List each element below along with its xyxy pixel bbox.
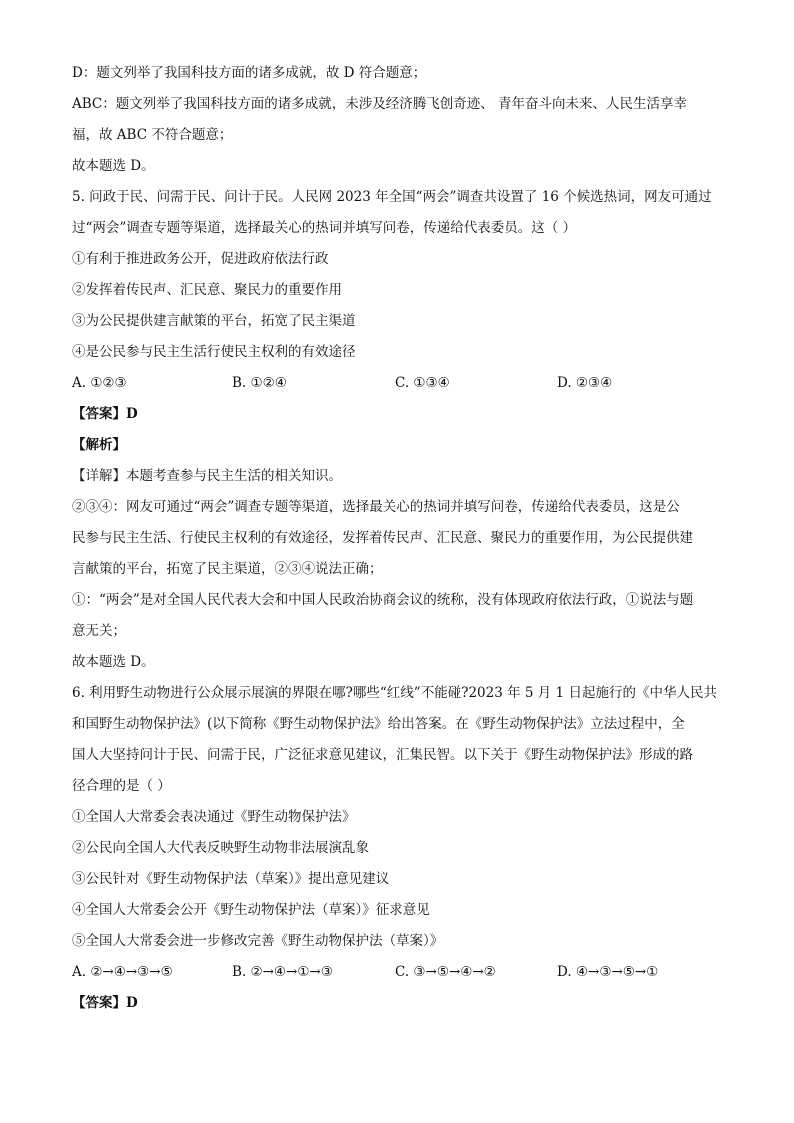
- q5-explanation-3: 言献策的平台，拓宽了民主渠道，②③④说法正确；: [72, 561, 383, 577]
- q4-option-abc-explanation: ABC：题文列举了我国科技方面的诸多成就，未涉及经济腾飞创奇迹、 青年奋斗向未来、人民生活享幸: [72, 96, 688, 112]
- q6-item-2: ②公民向全国人大代表反映野生动物非法展演乱象: [72, 840, 369, 856]
- q6-item-4: ④全国人大常委会公开《野生动物保护法（草案）》征求意见: [72, 902, 430, 918]
- q4-option-abc-explanation-cont: 福，故 ABC 不符合题意；: [72, 127, 233, 143]
- q5-stem-cont: 过“两会”调查专题等渠道，选择最关心的热词并填写问卷，传递给代表委员。这（ ）: [72, 220, 577, 236]
- q5-explanation-4: ①：“两会”是对全国人民代表大会和中国人民政治协商会议的统称，没有体现政府依法行政，①说法与题: [72, 592, 694, 608]
- q6-item-5: ⑤全国人大常委会进一步修改完善《野生动物保护法（草案）》: [72, 933, 444, 949]
- q5-explanation-2: 民参与民主生活、行使民主权利的有效途径，发挥着传民声、汇民意、聚民力的重要作用，为公民提供建: [72, 530, 693, 546]
- q6-options: [72, 957, 722, 988]
- q5-explanation-1: ②③④：网友可通过“两会”调查专题等渠道，选择最关心的热词并填写问卷，传递给代表委员，这是公: [72, 499, 680, 515]
- q6-stem-cont-3: 径合理的是（ ）: [72, 778, 171, 794]
- q6-answer: 【答案】D: [72, 995, 138, 1011]
- q5-option-d: D. ②③④: [557, 375, 613, 391]
- q6-stem-cont-1: 和国野生动物保护法》(以下简称《野生动物保护法》给出答案。在《野生动物保护法》立法过程中，全: [72, 716, 685, 732]
- document-page: [72, 58, 722, 1019]
- q5-explanation-5: 意无关；: [72, 623, 126, 639]
- q6-item-1: ①全国人大常委会表决通过《野生动物保护法》: [72, 809, 356, 825]
- q4-option-d-explanation: D：题文列举了我国科技方面的诸多成就，故 D 符合题意；: [72, 65, 427, 81]
- q5-option-c: C. ①③④: [395, 375, 450, 391]
- q6-option-b: B. ②→④→①→③: [232, 964, 333, 980]
- q5-answer: 【答案】D: [72, 406, 138, 422]
- q5-detail: 【详解】本题考查参与民主生活的相关知识。: [72, 468, 342, 484]
- q5-item-3: ③为公民提供建言献策的平台，拓宽了民主渠道: [72, 313, 356, 329]
- q5-analysis-heading: 【解析】: [72, 437, 126, 453]
- q6-stem: 6. 利用野生动物进行公众展示展演的界限在哪?哪些“红线”不能碰?2023 年 5 月 1 日起施行的《中华人民共: [72, 685, 717, 701]
- q5-stem: 5. 问政于民、问需于民、问计于民。人民网 2023 年全国“两会”调查共设置了 16 个候选热词，网友可通过: [72, 189, 712, 205]
- q5-option-b: B. ①②④: [232, 375, 287, 391]
- q5-item-4: ④是公民参与民主生活行使民主权利的有效途径: [72, 344, 356, 360]
- q6-option-c: C. ③→⑤→④→②: [395, 964, 496, 980]
- q6-item-3: ③公民针对《野生动物保护法（草案）》提出意见建议: [72, 871, 390, 887]
- q4-conclusion: 故本题选 D。: [72, 158, 155, 174]
- q5-option-a: A. ①②③: [72, 375, 127, 391]
- q6-option-d: D. ④→③→⑤→①: [557, 964, 659, 980]
- q5-options: [72, 368, 722, 399]
- q5-item-1: ①有利于推进政务公开，促进政府依法行政: [72, 251, 329, 267]
- q5-item-2: ②发挥着传民声、汇民意、聚民力的重要作用: [72, 282, 342, 298]
- q6-stem-cont-2: 国人大坚持问计于民、问需于民，广泛征求意见建议，汇集民智。以下关于《野生动物保护法》形成的路: [72, 747, 693, 763]
- q6-option-a: A. ②→④→③→⑤: [72, 964, 173, 980]
- q5-conclusion: 故本题选 D。: [72, 654, 155, 670]
